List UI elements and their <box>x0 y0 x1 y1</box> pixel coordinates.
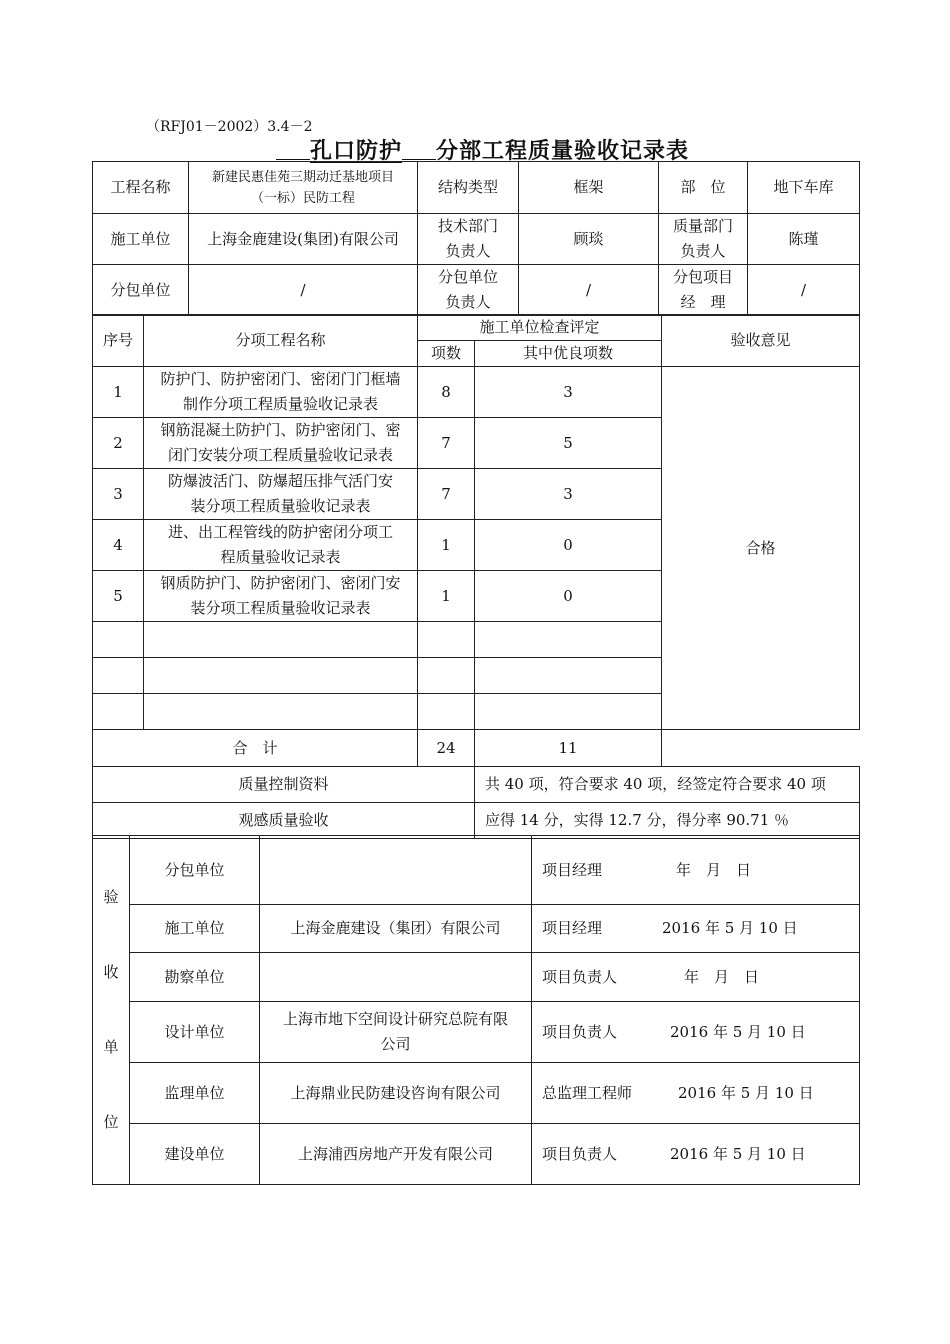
unit-signoff <box>532 1124 860 1185</box>
col-header-name: 分项工程名称 <box>144 315 418 367</box>
unit-label: 施工单位 <box>130 905 260 953</box>
row-count: 7 <box>418 418 475 469</box>
tech-head-label: 技术部门 负责人 <box>418 214 519 265</box>
unit-company <box>260 836 532 905</box>
row-excellent: 3 <box>475 367 662 418</box>
sub-manager-value: / <box>748 265 860 316</box>
unit-signoff <box>532 1002 860 1063</box>
sub-manager-label: 分包项目 经 理 <box>659 265 748 316</box>
quality-head-value: 陈瑾 <box>748 214 860 265</box>
row-count: 8 <box>418 367 475 418</box>
signoff-role: 项目负责人 <box>542 1022 618 1041</box>
title-blank-line <box>402 139 436 160</box>
unit-label: 勘察单位 <box>130 953 260 1002</box>
sub-head-label: 分包单位 负责人 <box>418 265 519 316</box>
signoff-date: 2016 年 5 月 10 日 <box>670 1144 806 1163</box>
row-excellent: 0 <box>475 571 662 622</box>
row-name: 防爆波活门、防爆超压排气活门安 装分项工程质量验收记录表 <box>144 469 418 520</box>
position-value: 地下车库 <box>748 162 860 214</box>
structure-label: 结构类型 <box>418 162 519 214</box>
total-label: 合 计 <box>93 730 418 767</box>
acceptance-row <box>93 1063 860 1124</box>
row-name: 防护门、防护密闭门、密闭门门框墙 制作分项工程质量验收记录表 <box>144 367 418 418</box>
unit-company: 上海鼎业民防建设咨询有限公司 <box>260 1063 532 1124</box>
qc-value: 共 40 项，符合要求 40 项，经签定符合要求 40 项 <box>475 767 860 803</box>
acceptance-side-label: 验 收 单 位 <box>93 836 130 1185</box>
signoff-role: 总监理工程师 <box>542 1083 633 1102</box>
qc-label: 质量控制资料 <box>93 767 475 803</box>
project-name-label: 工程名称 <box>93 162 189 214</box>
row-name: 进、出工程管线的防护密闭分项工 程质量验收记录表 <box>144 520 418 571</box>
position-label: 部 位 <box>659 162 748 214</box>
acceptance-row <box>93 1124 860 1185</box>
total-row <box>93 730 860 767</box>
signoff-date: 年 月 日 <box>684 967 760 986</box>
sub-head-value: / <box>519 265 659 316</box>
form-code: （RFJ01－2002）3.4－2 <box>146 119 313 135</box>
unit-signoff <box>532 836 860 905</box>
subitems-table <box>92 314 860 839</box>
row-no: 2 <box>93 418 144 469</box>
qc-row <box>93 767 860 803</box>
visual-row <box>93 803 860 839</box>
subcontractor-value: / <box>189 265 418 316</box>
col-header-excellent: 其中优良项数 <box>475 341 662 367</box>
title-text: 分部工程质量验收记录表 <box>436 138 690 164</box>
table-row <box>93 367 860 418</box>
opinion-value: 合格 <box>662 367 860 730</box>
col-header-check: 施工单位检查评定 <box>418 315 662 341</box>
signoff-role: 项目经理 <box>542 919 603 937</box>
row-no: 3 <box>93 469 144 520</box>
col-header-no: 序号 <box>93 315 144 367</box>
tech-head-value: 顾琰 <box>519 214 659 265</box>
project-info-table <box>92 161 860 316</box>
acceptance-row <box>93 905 860 953</box>
signoff-date: 2016 年 5 月 10 日 <box>670 1022 806 1041</box>
acceptance-row <box>93 953 860 1002</box>
unit-company: 上海浦西房地产开发有限公司 <box>260 1124 532 1185</box>
signoff-role: 项目经理 <box>542 860 603 879</box>
unit-label: 监理单位 <box>130 1063 260 1124</box>
unit-company: 上海市地下空间设计研究总院有限 公司 <box>260 1002 532 1063</box>
row-count: 1 <box>418 571 475 622</box>
total-count: 24 <box>418 730 475 767</box>
unit-label: 设计单位 <box>130 1002 260 1063</box>
acceptance-units-table <box>92 835 860 1185</box>
col-header-count: 项数 <box>418 341 475 367</box>
structure-value: 框架 <box>519 162 659 214</box>
signoff-role: 项目负责人 <box>542 1144 618 1163</box>
row-no: 5 <box>93 571 144 622</box>
row-no: 1 <box>93 367 144 418</box>
visual-value: 应得 14 分，实得 12.7 分，得分率 90.71 ％ <box>475 803 860 839</box>
visual-label: 观感质量验收 <box>93 803 475 839</box>
unit-company: 上海金鹿建设（集团）有限公司 <box>260 905 532 953</box>
total-excellent: 11 <box>475 730 662 767</box>
unit-company <box>260 953 532 1002</box>
signoff-date: 2016 年 5 月 10 日 <box>662 919 798 937</box>
contractor-label: 施工单位 <box>93 214 189 265</box>
row-no: 4 <box>93 520 144 571</box>
row-count: 1 <box>418 520 475 571</box>
row-name: 钢筋混凝土防护门、防护密闭门、密 闭门安装分项工程质量验收记录表 <box>144 418 418 469</box>
row-excellent: 0 <box>475 520 662 571</box>
title-division-name: 孔口防护 <box>310 138 403 164</box>
acceptance-row <box>93 836 860 905</box>
unit-signoff <box>532 1063 860 1124</box>
row-excellent: 5 <box>475 418 662 469</box>
row-excellent: 3 <box>475 469 662 520</box>
signoff-date: 年 月 日 <box>676 860 752 879</box>
contractor-value: 上海金鹿建设(集团)有限公司 <box>189 214 418 265</box>
unit-signoff <box>532 905 860 953</box>
unit-label: 分包单位 <box>130 836 260 905</box>
col-header-opinion: 验收意见 <box>662 315 860 367</box>
signoff-date: 2016 年 5 月 10 日 <box>678 1083 814 1102</box>
signoff-role: 项目负责人 <box>542 967 618 986</box>
project-name-value: 新建民惠佳苑三期动迁基地项目 （一标）民防工程 <box>189 162 418 214</box>
row-count: 7 <box>418 469 475 520</box>
unit-signoff <box>532 953 860 1002</box>
acceptance-row <box>93 1002 860 1063</box>
unit-label: 建设单位 <box>130 1124 260 1185</box>
row-name: 钢质防护门、防护密闭门、密闭门安 装分项工程质量验收记录表 <box>144 571 418 622</box>
title-blank-line <box>276 139 310 160</box>
subcontractor-label: 分包单位 <box>93 265 189 316</box>
quality-head-label: 质量部门 负责人 <box>659 214 748 265</box>
